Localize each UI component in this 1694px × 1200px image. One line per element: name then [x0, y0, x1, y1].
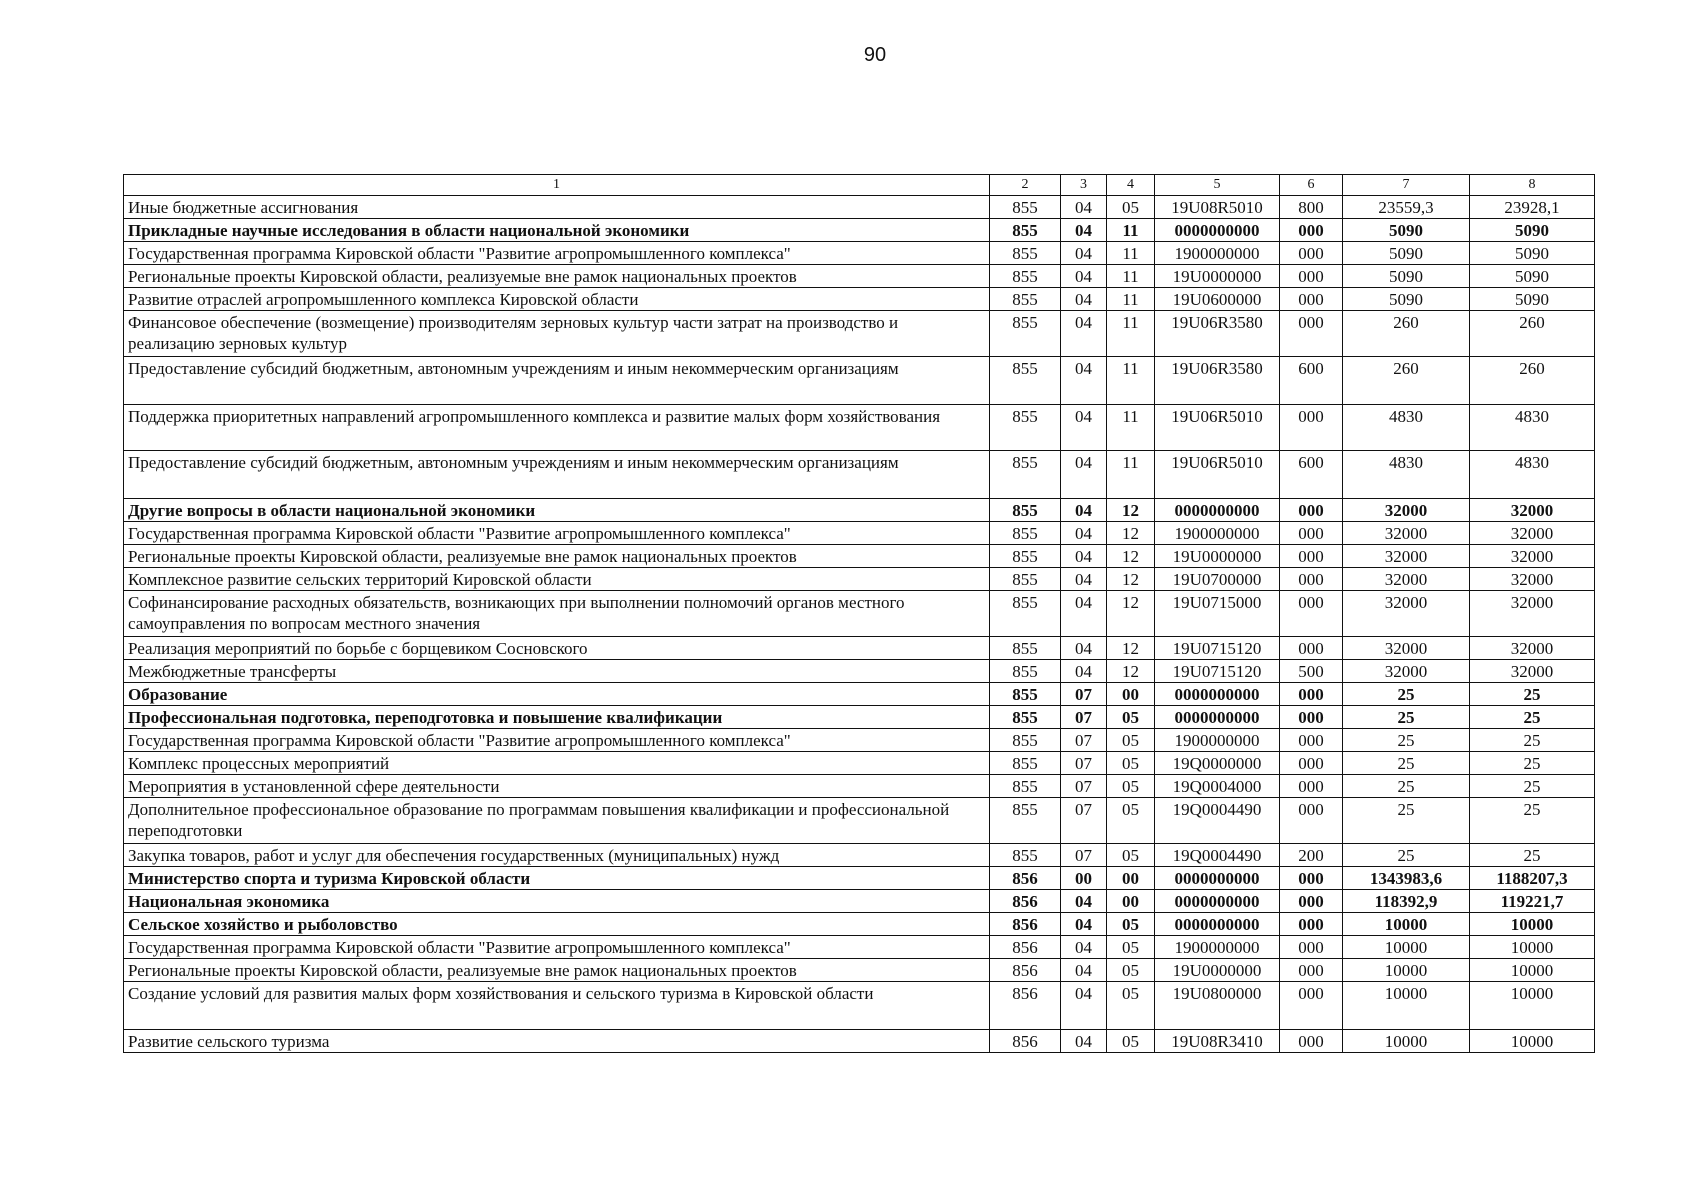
row-name-cell: Комплекс процессных мероприятий: [124, 752, 990, 775]
row-name-cell: Дополнительное профессиональное образование по программам повышения квалификации и профессиональной переподготовки: [124, 798, 990, 844]
amount-year1-cell: 260: [1343, 357, 1470, 405]
row-name-cell: Мероприятия в установленной сфере деятельности: [124, 775, 990, 798]
amount-year1-cell: 32000: [1343, 637, 1470, 660]
target-article-cell: 1900000000: [1155, 936, 1280, 959]
amount-year2-cell: 25: [1470, 683, 1595, 706]
subsection-cell: 12: [1107, 522, 1155, 545]
amount-year2-cell: 10000: [1470, 1030, 1595, 1053]
amount-year2-cell: 5090: [1470, 242, 1595, 265]
target-article-cell: 19U08R5010: [1155, 196, 1280, 219]
row-name-cell: Развитие отраслей агропромышленного комплекса Кировской области: [124, 288, 990, 311]
section-cell: 07: [1061, 775, 1107, 798]
table-row: [124, 288, 1595, 311]
amount-year2-cell: 260: [1470, 357, 1595, 405]
section-cell: 04: [1061, 591, 1107, 637]
row-name-cell: Предоставление субсидий бюджетным, автономным учреждениям и иным некоммерческим организациям: [124, 357, 990, 405]
section-cell: 07: [1061, 798, 1107, 844]
table-row: [124, 982, 1595, 1030]
column-header: 8: [1470, 175, 1595, 196]
expense-type-cell: 600: [1280, 357, 1343, 405]
target-article-cell: 19U06R3580: [1155, 357, 1280, 405]
amount-year2-cell: 32000: [1470, 545, 1595, 568]
row-name-cell: Государственная программа Кировской области "Развитие агропромышленного комплекса": [124, 522, 990, 545]
amount-year1-cell: 32000: [1343, 522, 1470, 545]
amount-year1-cell: 5090: [1343, 288, 1470, 311]
amount-year2-cell: 25: [1470, 729, 1595, 752]
amount-year1-cell: 10000: [1343, 982, 1470, 1030]
table-row: [124, 568, 1595, 591]
section-cell: 04: [1061, 265, 1107, 288]
section-cell: 07: [1061, 844, 1107, 867]
subsection-cell: 05: [1107, 775, 1155, 798]
row-name-cell: Региональные проекты Кировской области, реализуемые вне рамок национальных проектов: [124, 959, 990, 982]
amount-year2-cell: 32000: [1470, 660, 1595, 683]
expense-type-cell: 000: [1280, 568, 1343, 591]
admin-code-cell: 855: [990, 545, 1061, 568]
amount-year2-cell: 5090: [1470, 219, 1595, 242]
subsection-cell: 12: [1107, 660, 1155, 683]
admin-code-cell: 855: [990, 637, 1061, 660]
table-row: [124, 357, 1595, 405]
table-row: [124, 729, 1595, 752]
subsection-cell: 11: [1107, 357, 1155, 405]
amount-year2-cell: 10000: [1470, 982, 1595, 1030]
row-name-cell: Комплексное развитие сельских территорий Кировской области: [124, 568, 990, 591]
table-row: [124, 890, 1595, 913]
target-article-cell: 1900000000: [1155, 242, 1280, 265]
expense-type-cell: 000: [1280, 936, 1343, 959]
admin-code-cell: 855: [990, 729, 1061, 752]
target-article-cell: 19U0700000: [1155, 568, 1280, 591]
expense-type-cell: 000: [1280, 242, 1343, 265]
table-body: [124, 196, 1595, 1053]
target-article-cell: 19U0715120: [1155, 660, 1280, 683]
amount-year2-cell: 260: [1470, 311, 1595, 357]
target-article-cell: 19U0715000: [1155, 591, 1280, 637]
subsection-cell: 05: [1107, 913, 1155, 936]
row-name-cell: Национальная экономика: [124, 890, 990, 913]
subsection-cell: 12: [1107, 637, 1155, 660]
table-row: [124, 451, 1595, 499]
expense-type-cell: 000: [1280, 405, 1343, 451]
expense-type-cell: 000: [1280, 265, 1343, 288]
admin-code-cell: 855: [990, 357, 1061, 405]
row-name-cell: Государственная программа Кировской области "Развитие агропромышленного комплекса": [124, 729, 990, 752]
amount-year2-cell: 5090: [1470, 288, 1595, 311]
admin-code-cell: 855: [990, 522, 1061, 545]
table-row: [124, 913, 1595, 936]
subsection-cell: 05: [1107, 959, 1155, 982]
table-row: [124, 499, 1595, 522]
target-article-cell: 19U08R3410: [1155, 1030, 1280, 1053]
amount-year1-cell: 4830: [1343, 451, 1470, 499]
amount-year2-cell: 25: [1470, 706, 1595, 729]
target-article-cell: 1900000000: [1155, 522, 1280, 545]
subsection-cell: 00: [1107, 867, 1155, 890]
target-article-cell: 19U0000000: [1155, 265, 1280, 288]
amount-year1-cell: 4830: [1343, 405, 1470, 451]
row-name-cell: Финансовое обеспечение (возмещение) производителям зерновых культур части затрат на производство и реализацию зерновых культур: [124, 311, 990, 357]
row-name-cell: Развитие сельского туризма: [124, 1030, 990, 1053]
section-cell: 04: [1061, 522, 1107, 545]
subsection-cell: 05: [1107, 196, 1155, 219]
amount-year1-cell: 32000: [1343, 499, 1470, 522]
amount-year2-cell: 25: [1470, 752, 1595, 775]
expense-type-cell: 000: [1280, 867, 1343, 890]
subsection-cell: 11: [1107, 451, 1155, 499]
admin-code-cell: 855: [990, 451, 1061, 499]
column-header: 7: [1343, 175, 1470, 196]
section-cell: 04: [1061, 499, 1107, 522]
column-header: 4: [1107, 175, 1155, 196]
section-cell: 04: [1061, 982, 1107, 1030]
amount-year2-cell: 10000: [1470, 959, 1595, 982]
table-row: [124, 405, 1595, 451]
amount-year1-cell: 10000: [1343, 959, 1470, 982]
admin-code-cell: 855: [990, 405, 1061, 451]
section-cell: 04: [1061, 405, 1107, 451]
target-article-cell: 0000000000: [1155, 867, 1280, 890]
expense-type-cell: 000: [1280, 959, 1343, 982]
admin-code-cell: 855: [990, 706, 1061, 729]
admin-code-cell: 855: [990, 219, 1061, 242]
column-header: 1: [124, 175, 990, 196]
row-name-cell: Межбюджетные трансферты: [124, 660, 990, 683]
section-cell: 07: [1061, 683, 1107, 706]
expense-type-cell: 200: [1280, 844, 1343, 867]
table-row: [124, 196, 1595, 219]
target-article-cell: 19U0715120: [1155, 637, 1280, 660]
amount-year1-cell: 10000: [1343, 936, 1470, 959]
row-name-cell: Реализация мероприятий по борьбе с борщевиком Сосновского: [124, 637, 990, 660]
row-name-cell: Региональные проекты Кировской области, реализуемые вне рамок национальных проектов: [124, 265, 990, 288]
table-row: [124, 242, 1595, 265]
target-article-cell: 19U06R5010: [1155, 405, 1280, 451]
subsection-cell: 11: [1107, 405, 1155, 451]
expense-type-cell: 000: [1280, 798, 1343, 844]
amount-year1-cell: 5090: [1343, 219, 1470, 242]
expense-type-cell: 800: [1280, 196, 1343, 219]
admin-code-cell: 855: [990, 660, 1061, 683]
expense-type-cell: 000: [1280, 591, 1343, 637]
section-cell: 04: [1061, 1030, 1107, 1053]
expense-type-cell: 000: [1280, 637, 1343, 660]
amount-year1-cell: 25: [1343, 844, 1470, 867]
table-row: [124, 265, 1595, 288]
amount-year2-cell: 32000: [1470, 568, 1595, 591]
target-article-cell: 19U06R3580: [1155, 311, 1280, 357]
subsection-cell: 00: [1107, 683, 1155, 706]
section-cell: 04: [1061, 959, 1107, 982]
amount-year1-cell: 32000: [1343, 545, 1470, 568]
expense-type-cell: 000: [1280, 545, 1343, 568]
expense-type-cell: 000: [1280, 890, 1343, 913]
target-article-cell: 19Q0004490: [1155, 844, 1280, 867]
subsection-cell: 12: [1107, 545, 1155, 568]
subsection-cell: 05: [1107, 752, 1155, 775]
admin-code-cell: 855: [990, 683, 1061, 706]
amount-year1-cell: 25: [1343, 798, 1470, 844]
subsection-cell: 11: [1107, 311, 1155, 357]
target-article-cell: 19U0000000: [1155, 545, 1280, 568]
admin-code-cell: 855: [990, 196, 1061, 219]
subsection-cell: 12: [1107, 568, 1155, 591]
column-header: 6: [1280, 175, 1343, 196]
table-row: [124, 798, 1595, 844]
table-row: [124, 660, 1595, 683]
amount-year1-cell: 25: [1343, 683, 1470, 706]
section-cell: 04: [1061, 637, 1107, 660]
subsection-cell: 05: [1107, 844, 1155, 867]
row-name-cell: Иные бюджетные ассигнования: [124, 196, 990, 219]
row-name-cell: Министерство спорта и туризма Кировской области: [124, 867, 990, 890]
table-row: [124, 936, 1595, 959]
expense-type-cell: 000: [1280, 522, 1343, 545]
subsection-cell: 12: [1107, 499, 1155, 522]
table-row: [124, 683, 1595, 706]
table-row: [124, 591, 1595, 637]
table-row: [124, 706, 1595, 729]
admin-code-cell: 855: [990, 311, 1061, 357]
table-row: [124, 775, 1595, 798]
target-article-cell: 0000000000: [1155, 499, 1280, 522]
subsection-cell: 11: [1107, 265, 1155, 288]
table-row: [124, 637, 1595, 660]
amount-year1-cell: 5090: [1343, 242, 1470, 265]
row-name-cell: Предоставление субсидий бюджетным, автономным учреждениям и иным некоммерческим организациям: [124, 451, 990, 499]
section-cell: 04: [1061, 890, 1107, 913]
admin-code-cell: 856: [990, 890, 1061, 913]
amount-year1-cell: 25: [1343, 752, 1470, 775]
subsection-cell: 05: [1107, 706, 1155, 729]
amount-year1-cell: 1343983,6: [1343, 867, 1470, 890]
table-row: [124, 545, 1595, 568]
expense-type-cell: 000: [1280, 913, 1343, 936]
row-name-cell: Поддержка приоритетных направлений агропромышленного комплекса и развитие малых форм хозяйствования: [124, 405, 990, 451]
admin-code-cell: 855: [990, 568, 1061, 591]
row-name-cell: Другие вопросы в области национальной экономики: [124, 499, 990, 522]
section-cell: 04: [1061, 660, 1107, 683]
section-cell: 07: [1061, 706, 1107, 729]
admin-code-cell: 855: [990, 798, 1061, 844]
amount-year1-cell: 25: [1343, 729, 1470, 752]
section-cell: 07: [1061, 729, 1107, 752]
admin-code-cell: 856: [990, 913, 1061, 936]
subsection-cell: 00: [1107, 890, 1155, 913]
admin-code-cell: 856: [990, 936, 1061, 959]
row-name-cell: Государственная программа Кировской области "Развитие агропромышленного комплекса": [124, 936, 990, 959]
expense-type-cell: 000: [1280, 499, 1343, 522]
subsection-cell: 05: [1107, 1030, 1155, 1053]
amount-year2-cell: 119221,7: [1470, 890, 1595, 913]
row-name-cell: Прикладные научные исследования в области национальной экономики: [124, 219, 990, 242]
subsection-cell: 05: [1107, 936, 1155, 959]
amount-year1-cell: 25: [1343, 706, 1470, 729]
amount-year1-cell: 32000: [1343, 591, 1470, 637]
table-row: [124, 959, 1595, 982]
section-cell: 00: [1061, 867, 1107, 890]
admin-code-cell: 856: [990, 982, 1061, 1030]
row-name-cell: Государственная программа Кировской области "Развитие агропромышленного комплекса": [124, 242, 990, 265]
amount-year1-cell: 23559,3: [1343, 196, 1470, 219]
target-article-cell: 0000000000: [1155, 683, 1280, 706]
expense-type-cell: 000: [1280, 219, 1343, 242]
table-row: [124, 844, 1595, 867]
subsection-cell: 05: [1107, 982, 1155, 1030]
budget-table: [123, 174, 1595, 1053]
expense-type-cell: 000: [1280, 752, 1343, 775]
admin-code-cell: 855: [990, 242, 1061, 265]
subsection-cell: 11: [1107, 288, 1155, 311]
amount-year1-cell: 5090: [1343, 265, 1470, 288]
section-cell: 04: [1061, 288, 1107, 311]
section-cell: 04: [1061, 451, 1107, 499]
amount-year1-cell: 32000: [1343, 568, 1470, 591]
expense-type-cell: 500: [1280, 660, 1343, 683]
subsection-cell: 11: [1107, 242, 1155, 265]
amount-year2-cell: 25: [1470, 798, 1595, 844]
amount-year2-cell: 10000: [1470, 936, 1595, 959]
expense-type-cell: 000: [1280, 1030, 1343, 1053]
table-row: [124, 311, 1595, 357]
admin-code-cell: 856: [990, 867, 1061, 890]
target-article-cell: 0000000000: [1155, 890, 1280, 913]
expense-type-cell: 000: [1280, 288, 1343, 311]
amount-year1-cell: 32000: [1343, 660, 1470, 683]
amount-year2-cell: 25: [1470, 775, 1595, 798]
admin-code-cell: 855: [990, 288, 1061, 311]
expense-type-cell: 600: [1280, 451, 1343, 499]
section-cell: 07: [1061, 752, 1107, 775]
section-cell: 04: [1061, 936, 1107, 959]
amount-year2-cell: 4830: [1470, 451, 1595, 499]
section-cell: 04: [1061, 196, 1107, 219]
row-name-cell: Региональные проекты Кировской области, реализуемые вне рамок национальных проектов: [124, 545, 990, 568]
section-cell: 04: [1061, 311, 1107, 357]
target-article-cell: 0000000000: [1155, 913, 1280, 936]
row-name-cell: Закупка товаров, работ и услуг для обеспечения государственных (муниципальных) нужд: [124, 844, 990, 867]
table-row: [124, 1030, 1595, 1053]
amount-year2-cell: 1188207,3: [1470, 867, 1595, 890]
expense-type-cell: 000: [1280, 982, 1343, 1030]
expense-type-cell: 000: [1280, 775, 1343, 798]
admin-code-cell: 855: [990, 499, 1061, 522]
subsection-cell: 05: [1107, 729, 1155, 752]
table-row: [124, 752, 1595, 775]
amount-year1-cell: 118392,9: [1343, 890, 1470, 913]
section-cell: 04: [1061, 242, 1107, 265]
amount-year1-cell: 10000: [1343, 1030, 1470, 1053]
admin-code-cell: 855: [990, 591, 1061, 637]
target-article-cell: 0000000000: [1155, 219, 1280, 242]
section-cell: 04: [1061, 568, 1107, 591]
row-name-cell: Сельское хозяйство и рыболовство: [124, 913, 990, 936]
amount-year1-cell: 10000: [1343, 913, 1470, 936]
amount-year2-cell: 4830: [1470, 405, 1595, 451]
table-row: [124, 867, 1595, 890]
admin-code-cell: 855: [990, 844, 1061, 867]
target-article-cell: 19U0000000: [1155, 959, 1280, 982]
target-article-cell: 19Q0004490: [1155, 798, 1280, 844]
amount-year2-cell: 25: [1470, 844, 1595, 867]
target-article-cell: 19U0600000: [1155, 288, 1280, 311]
admin-code-cell: 855: [990, 265, 1061, 288]
row-name-cell: Профессиональная подготовка, переподготовка и повышение квалификации: [124, 706, 990, 729]
table-row: [124, 522, 1595, 545]
target-article-cell: 1900000000: [1155, 729, 1280, 752]
amount-year2-cell: 23928,1: [1470, 196, 1595, 219]
amount-year2-cell: 32000: [1470, 522, 1595, 545]
section-cell: 04: [1061, 913, 1107, 936]
subsection-cell: 11: [1107, 219, 1155, 242]
amount-year1-cell: 25: [1343, 775, 1470, 798]
admin-code-cell: 856: [990, 959, 1061, 982]
expense-type-cell: 000: [1280, 706, 1343, 729]
amount-year2-cell: 32000: [1470, 637, 1595, 660]
amount-year2-cell: 32000: [1470, 499, 1595, 522]
expense-type-cell: 000: [1280, 729, 1343, 752]
admin-code-cell: 855: [990, 775, 1061, 798]
expense-type-cell: 000: [1280, 311, 1343, 357]
section-cell: 04: [1061, 219, 1107, 242]
target-article-cell: 19Q0000000: [1155, 752, 1280, 775]
target-article-cell: 19U0800000: [1155, 982, 1280, 1030]
amount-year2-cell: 32000: [1470, 591, 1595, 637]
column-header: 5: [1155, 175, 1280, 196]
subsection-cell: 12: [1107, 591, 1155, 637]
column-header: 3: [1061, 175, 1107, 196]
section-cell: 04: [1061, 545, 1107, 568]
amount-year2-cell: 5090: [1470, 265, 1595, 288]
amount-year2-cell: 10000: [1470, 913, 1595, 936]
row-name-cell: Образование: [124, 683, 990, 706]
table-header-row: [124, 175, 1595, 196]
admin-code-cell: 856: [990, 1030, 1061, 1053]
target-article-cell: 0000000000: [1155, 706, 1280, 729]
row-name-cell: Создание условий для развития малых форм хозяйствования и сельского туризма в Кировской области: [124, 982, 990, 1030]
table-row: [124, 219, 1595, 242]
target-article-cell: 19U06R5010: [1155, 451, 1280, 499]
section-cell: 04: [1061, 357, 1107, 405]
row-name-cell: Софинансирование расходных обязательств, возникающих при выполнении полномочий органов местного самоуправления по вопросам местного значения: [124, 591, 990, 637]
target-article-cell: 19Q0004000: [1155, 775, 1280, 798]
subsection-cell: 05: [1107, 798, 1155, 844]
admin-code-cell: 855: [990, 752, 1061, 775]
amount-year1-cell: 260: [1343, 311, 1470, 357]
column-header: 2: [990, 175, 1061, 196]
expense-type-cell: 000: [1280, 683, 1343, 706]
page-number: 90: [863, 44, 887, 66]
